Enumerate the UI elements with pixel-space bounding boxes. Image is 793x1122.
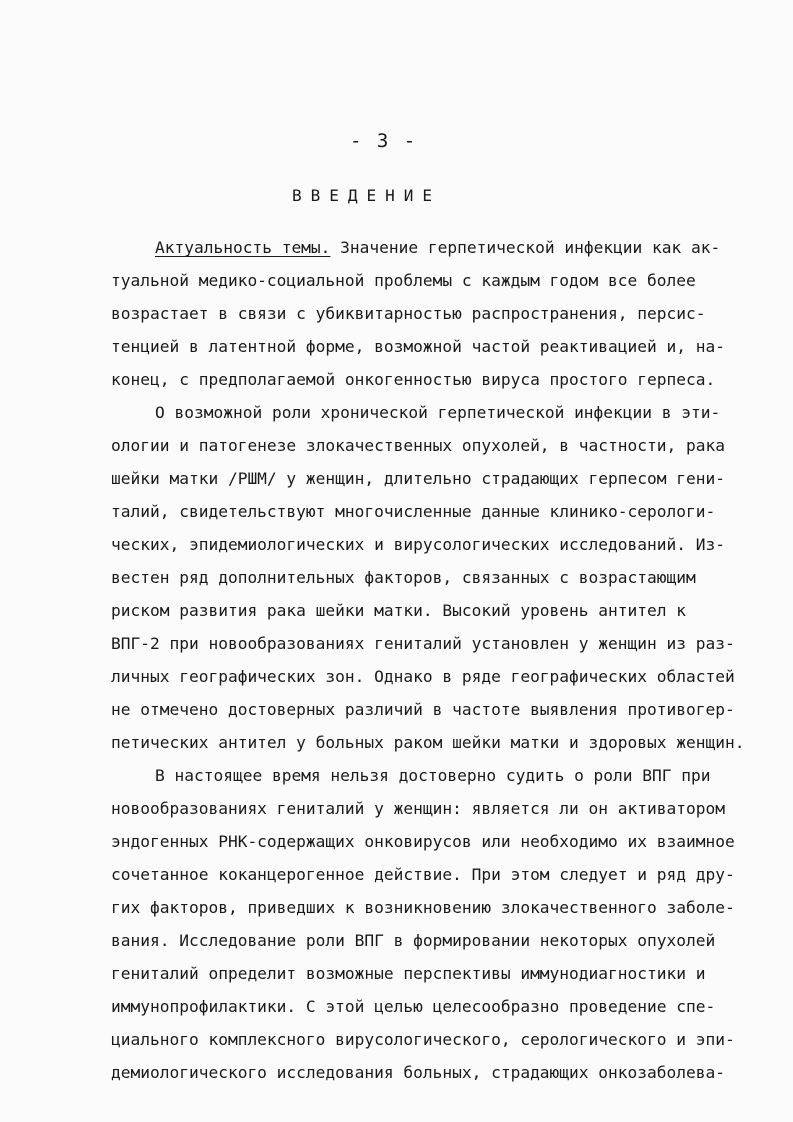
paragraph-line: шейки матки /РШМ/ у женщин, длительно страдающих герпесом гени- [111,469,725,488]
paragraph-line: О возможной роли хронической герпетической инфекции в эти- [155,403,721,422]
section-heading: ВВЕДЕНИЕ [292,186,442,205]
paragraph-line: риском развития рака шейки матки. Высокий уровень антител к [111,601,686,620]
paragraph-line: иммунопрофилактики. С этой целью целесообразно проведение спе- [111,997,716,1016]
paragraph-line: циального комплексного вирусологического, серологического и эпи- [111,1030,735,1049]
paragraph-line: конец, с предполагаемой онкогенностью вируса простого герпеса. [111,370,716,389]
paragraph-line: возрастает в связи с убиквитарностью распространения, персис- [111,304,706,323]
paragraph-line: эндогенных РНК-содержащих онковирусов или необходимо их взаимное [111,832,735,851]
paragraph-line [155,238,720,258]
paragraph-line: тенцией в латентной форме, возможной частой реактивацией и, на- [111,337,725,356]
paragraph-line: не отмечено достоверных различий в частоте выявления противогер- [111,700,735,719]
paragraph-line: новообразованиях гениталий у женщин: является ли он активатором [111,799,725,818]
paragraph-line: демиологического исследования больных, страдающих онкозаболева- [111,1063,725,1082]
page-number: - 3 - [350,130,418,152]
paragraph-line: ВПГ-2 при новообразованиях гениталий установлен у женщин из раз- [111,634,735,653]
paragraph-line: талий, свидетельствуют многочисленные данные клинико-серологи- [111,502,716,521]
paragraph-line: личных географических зон. Однако в ряде географических областей [111,667,735,686]
paragraph-line: вестен ряд дополнительных факторов, связанных с возрастающим [111,568,696,587]
paragraph-line: сочетанное коканцерогенное действие. При этом следует и ряд дру- [111,865,735,884]
paragraph-line: гих факторов, приведших к возникновению злокачественного заболе- [111,898,735,917]
paragraph-line: туальной медико-социальной проблемы с каждым годом все более [111,271,696,290]
paragraph-line: ческих, эпидемиологических и вирусологических исследований. Из- [111,535,725,554]
paragraph-line: В настоящее время нельзя достоверно судить о роли ВПГ при [155,766,711,785]
topic-label: Актуальность темы. [155,238,331,257]
paragraph-line: петических антител у больных раком шейки матки и здоровых женщин. [111,733,745,752]
paragraph-text: Значение герпетической инфекции как ак- [330,238,721,257]
paragraph-line: вания. Исследование роли ВПГ в формировании некоторых опухолей [111,931,716,950]
paragraph-line: гениталий определит возможные перспективы иммунодиагностики и [111,964,706,983]
paragraph-line: ологии и патогенезе злокачественных опухолей, в частности, рака [111,436,725,455]
